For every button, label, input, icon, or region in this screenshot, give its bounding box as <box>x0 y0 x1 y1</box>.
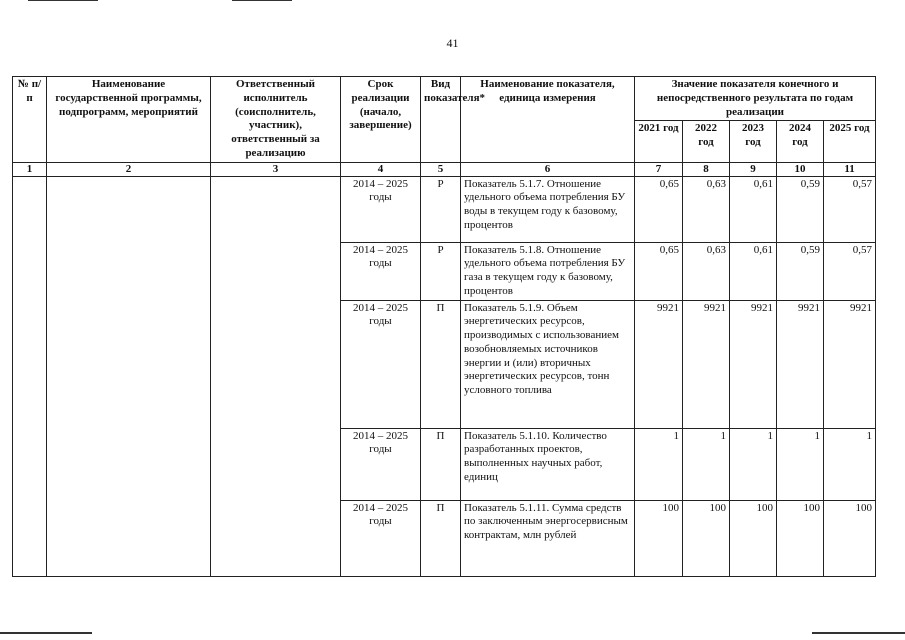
period-cell: 2014 – 2025 годы <box>341 176 421 242</box>
value-cell: 1 <box>777 428 824 500</box>
scan-artifact-top-left <box>28 0 98 1</box>
column-number-row <box>13 162 876 176</box>
value-cell: 0,65 <box>635 242 683 300</box>
header-year: 2025 год <box>824 121 876 162</box>
value-cell: 1 <box>635 428 683 500</box>
indicator-name-cell: Показатель 5.1.11. Сумма средств по заключенным энергосервисным контрактам, млн рублей <box>461 500 635 576</box>
period-cell: 2014 – 2025 годы <box>341 300 421 428</box>
header-indicator-name: Наименование показателя, единица измерения <box>461 77 635 163</box>
indicator-name-cell: Показатель 5.1.8. Отношение удельного объема потребления БУ газа в текущем году к базовому, процентов <box>461 242 635 300</box>
value-cell: 1 <box>824 428 876 500</box>
value-cell: 100 <box>777 500 824 576</box>
value-cell: 0,61 <box>730 176 777 242</box>
indicator-type-cell: П <box>421 300 461 428</box>
header-responsible: Ответственный исполнитель (соисполнитель, участник), ответственный за реализацию <box>211 77 341 163</box>
column-number: 3 <box>211 162 341 176</box>
value-cell: 9921 <box>683 300 730 428</box>
column-number: 7 <box>635 162 683 176</box>
period-cell: 2014 – 2025 годы <box>341 500 421 576</box>
period-cell: 2014 – 2025 годы <box>341 428 421 500</box>
column-number: 11 <box>824 162 876 176</box>
value-cell: 9921 <box>635 300 683 428</box>
value-cell: 0,57 <box>824 242 876 300</box>
column-number: 8 <box>683 162 730 176</box>
header-values-group: Значение показателя конечного и непосредственного результата по годам реализации <box>635 77 876 121</box>
table-row <box>13 176 876 242</box>
value-cell: 100 <box>824 500 876 576</box>
column-number: 6 <box>461 162 635 176</box>
value-cell: 0,63 <box>683 242 730 300</box>
column-number: 10 <box>777 162 824 176</box>
value-cell: 1 <box>683 428 730 500</box>
value-cell: 9921 <box>824 300 876 428</box>
value-cell: 100 <box>730 500 777 576</box>
header-year: 2023 год <box>730 121 777 162</box>
indicator-type-cell: П <box>421 428 461 500</box>
row-number-cell <box>13 176 47 576</box>
header-year: 2024 год <box>777 121 824 162</box>
header-period: Срок реализации (начало, завершение) <box>341 77 421 163</box>
header-year: 2021 год <box>635 121 683 162</box>
indicator-type-cell: Р <box>421 176 461 242</box>
column-number: 9 <box>730 162 777 176</box>
program-name-cell <box>47 176 211 576</box>
value-cell: 0,61 <box>730 242 777 300</box>
value-cell: 100 <box>683 500 730 576</box>
column-number: 2 <box>47 162 211 176</box>
responsible-cell <box>211 176 341 576</box>
indicator-type-cell: П <box>421 500 461 576</box>
header-row-number: № п/п <box>13 77 47 163</box>
value-cell: 0,65 <box>635 176 683 242</box>
indicator-name-cell: Показатель 5.1.7. Отношение удельного объема потребления БУ воды в текущем году к базовому, процентов <box>461 176 635 242</box>
column-number: 1 <box>13 162 47 176</box>
value-cell: 9921 <box>777 300 824 428</box>
value-cell: 0,59 <box>777 176 824 242</box>
value-cell: 0,57 <box>824 176 876 242</box>
value-cell: 0,63 <box>683 176 730 242</box>
page-number: 41 <box>446 36 459 50</box>
value-cell: 1 <box>730 428 777 500</box>
column-number: 5 <box>421 162 461 176</box>
header-year: 2022 год <box>683 121 730 162</box>
header-indicator-type: Вид показателя* <box>421 77 461 163</box>
header-program-name: Наименование государственной программы, подпрограмм, мероприятий <box>47 77 211 163</box>
column-number: 4 <box>341 162 421 176</box>
value-cell: 0,59 <box>777 242 824 300</box>
value-cell: 100 <box>635 500 683 576</box>
scan-artifact-bottom-left <box>0 632 92 634</box>
indicator-type-cell: Р <box>421 242 461 300</box>
period-cell: 2014 – 2025 годы <box>341 242 421 300</box>
indicator-name-cell: Показатель 5.1.9. Объем энергетических ресурсов, производимых с использованием возобновляемых источников энергии и (или) вторичных энергетических ресурсов, тонн условного топлива <box>461 300 635 428</box>
scan-artifact-bottom-right <box>812 632 905 634</box>
scan-artifact-top-mid <box>232 0 292 1</box>
indicator-table <box>12 76 876 577</box>
indicator-name-cell: Показатель 5.1.10. Количество разработанных проектов, выполненных научных работ, единиц <box>461 428 635 500</box>
value-cell: 9921 <box>730 300 777 428</box>
